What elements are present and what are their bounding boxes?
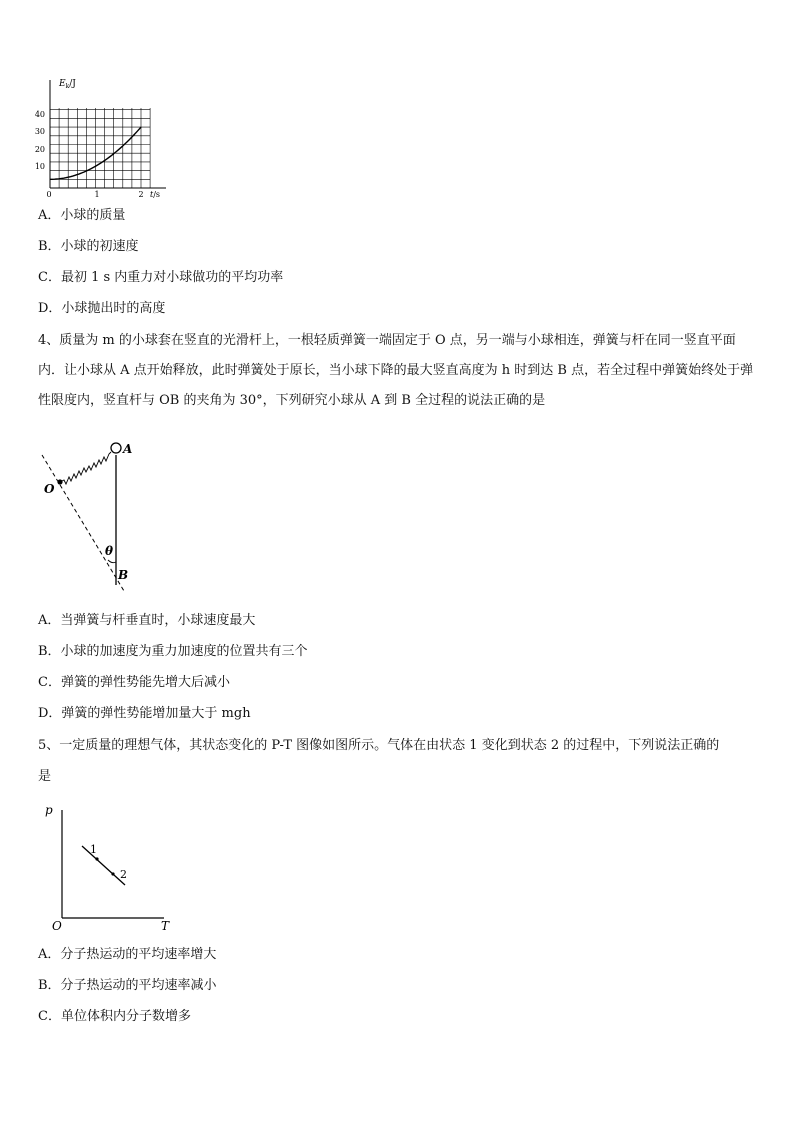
state-1-point: [95, 857, 98, 860]
state-2-label: 2: [120, 868, 127, 881]
process-line-1-to-2: [82, 846, 125, 885]
q4-option-b: B．小球的加速度为重力加速度的位置共有三个: [38, 644, 308, 659]
y-tick-label: 30: [34, 127, 45, 136]
y-tick-label: 10: [34, 162, 45, 171]
label-b: B: [118, 568, 129, 582]
x-tick-label: 2: [138, 190, 144, 199]
p-axis-label: p: [45, 803, 53, 817]
q4-option-d: D．弹簧的弹性势能增加量大于 mgh: [38, 706, 251, 721]
angle-arc: [108, 560, 116, 563]
p-t-graph: [40, 798, 180, 938]
q5-option-c: C．单位体积内分子数增多: [38, 1009, 191, 1024]
spring-rod-figure: [32, 435, 142, 595]
q4-option-a: A．当弹簧与杆垂直时，小球速度最大: [38, 613, 256, 628]
ball-at-a: [111, 443, 121, 453]
spring-icon: [60, 452, 111, 484]
t-axis-label: T: [161, 919, 170, 933]
y-axis-label: $E_k/J$: [59, 79, 76, 90]
q5-option-a: A．分子热运动的平均速率增大: [38, 947, 217, 962]
x-tick-label: 1: [94, 190, 100, 199]
x-axis-label: t/s: [150, 190, 161, 199]
q3-option-d: D．小球抛出时的高度: [38, 301, 166, 316]
ek-t-graph: [28, 70, 188, 200]
q5-stem-line2: 是: [38, 769, 52, 784]
q3-option-b: B．小球的初速度: [38, 239, 139, 254]
q4-stem: 4、质量为 m 的小球套在竖直的光滑杆上，一根轻质弹簧一端固定于 O 点，另一端与小球相连，弹簧与杆在同一竖直平面内．让小球从 A 点开始释放，此时弹簧处于原长，当小球下降的最大竖直高度为 h 时到达 B 点，若全过程中弹簧始终处于弹性限度内，竖直杆与 OB 的夹角为 30°，下列研究小球从 A 到 B 全过程的说法正确的是: [38, 333, 754, 408]
label-o: O: [44, 482, 55, 496]
q4-option-c: C．弹簧的弹性势能先增大后减小: [38, 675, 230, 690]
origin-label: O: [52, 919, 62, 933]
label-a: A: [123, 442, 133, 456]
y-tick-label: 20: [34, 145, 45, 154]
label-theta: θ: [105, 544, 114, 558]
y-tick-label: 40: [34, 110, 45, 119]
q3-option-c: C．最初 1 s 内重力对小球做功的平均功率: [38, 270, 284, 285]
state-1-label: 1: [90, 843, 97, 856]
q5-option-b: B．分子热运动的平均速率减小: [38, 978, 217, 993]
q3-option-a: A．小球的质量: [38, 208, 126, 223]
x-tick-label: 0: [46, 190, 52, 199]
dashed-line-ob: [42, 455, 124, 591]
graph-grid: [50, 108, 150, 188]
fixed-point-o: [57, 479, 62, 484]
state-2-point: [111, 872, 114, 875]
q5-stem-line1: 5、一定质量的理想气体，其状态变化的 P-T 图像如图所示。气体在由状态 1 变化到状态 2 的过程中，下列说法正确的: [38, 738, 720, 753]
